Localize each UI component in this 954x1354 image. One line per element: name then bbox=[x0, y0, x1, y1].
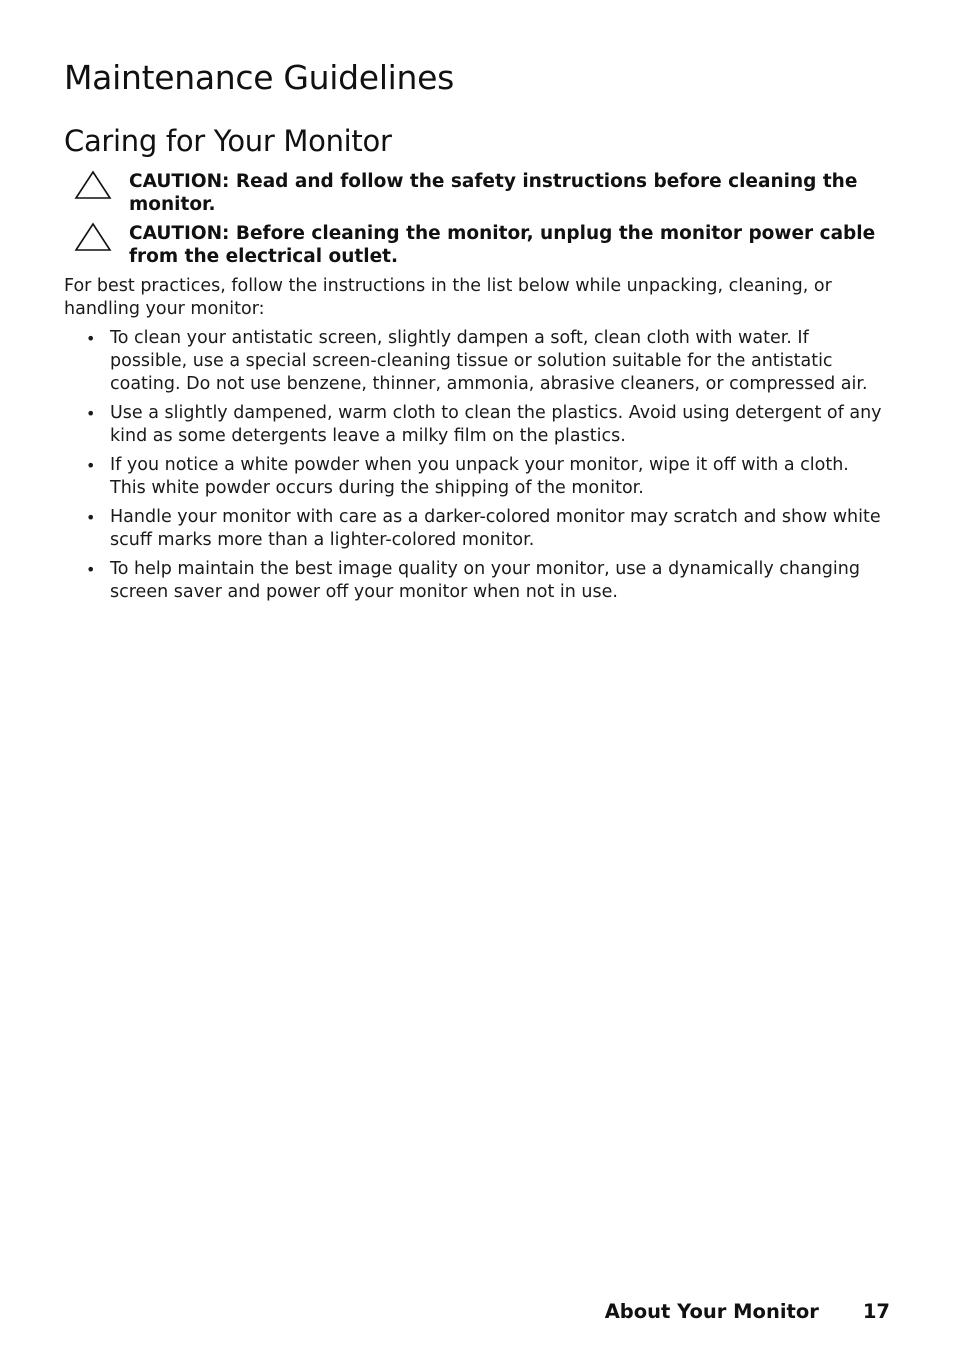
page-number: 17 bbox=[862, 1300, 890, 1323]
intro-paragraph: For best practices, follow the instructions in the list below while unpacking, cleaning, or handling your monitor: bbox=[64, 276, 832, 319]
bullet-icon: • bbox=[86, 560, 96, 579]
list-item-text: If you notice a white powder when you unpack your monitor, wipe it off with a cloth. This white powder occurs during the shipping of the monitor. bbox=[110, 455, 849, 498]
bullet-icon: • bbox=[86, 329, 96, 348]
list-item bbox=[64, 327, 890, 396]
caution-text: CAUTION: Before cleaning the monitor, unplug the monitor power cable from the electrical outlet. bbox=[129, 223, 876, 267]
caution-text: CAUTION: Read and follow the safety instructions before cleaning the monitor. bbox=[129, 171, 858, 215]
list-item bbox=[64, 506, 890, 552]
list-item bbox=[64, 402, 890, 448]
guidelines-list bbox=[64, 327, 890, 610]
list-item bbox=[64, 558, 890, 604]
bullet-icon: • bbox=[86, 508, 96, 527]
section-title: Caring for Your Monitor bbox=[64, 124, 392, 158]
caution-triangle-icon bbox=[74, 170, 112, 200]
list-item-text: Handle your monitor with care as a darker-colored monitor may scratch and show white scuff marks more than a lighter-colored monitor. bbox=[110, 507, 881, 550]
list-item bbox=[64, 454, 890, 500]
footer-section-title: About Your Monitor bbox=[604, 1300, 819, 1323]
list-item-text: To clean your antistatic screen, slightly dampen a soft, clean cloth with water. If possible, use a special screen-cleaning tissue or solution suitable for the antistatic coating. Do not use benzene, thinner, ammonia, abrasive cleaners, or compressed air. bbox=[110, 328, 868, 394]
page-footer bbox=[605, 1300, 890, 1323]
list-item-text: Use a slightly dampened, warm cloth to clean the plastics. Avoid using detergent of any kind as some detergents leave a milky film on the plastics. bbox=[110, 403, 882, 446]
bullet-icon: • bbox=[86, 456, 96, 475]
page-title: Maintenance Guidelines bbox=[64, 58, 455, 97]
caution-triangle-icon bbox=[74, 222, 112, 252]
list-item-text: To help maintain the best image quality on your monitor, use a dynamically changing screen saver and power off your monitor when not in use. bbox=[110, 559, 860, 602]
bullet-icon: • bbox=[86, 404, 96, 423]
